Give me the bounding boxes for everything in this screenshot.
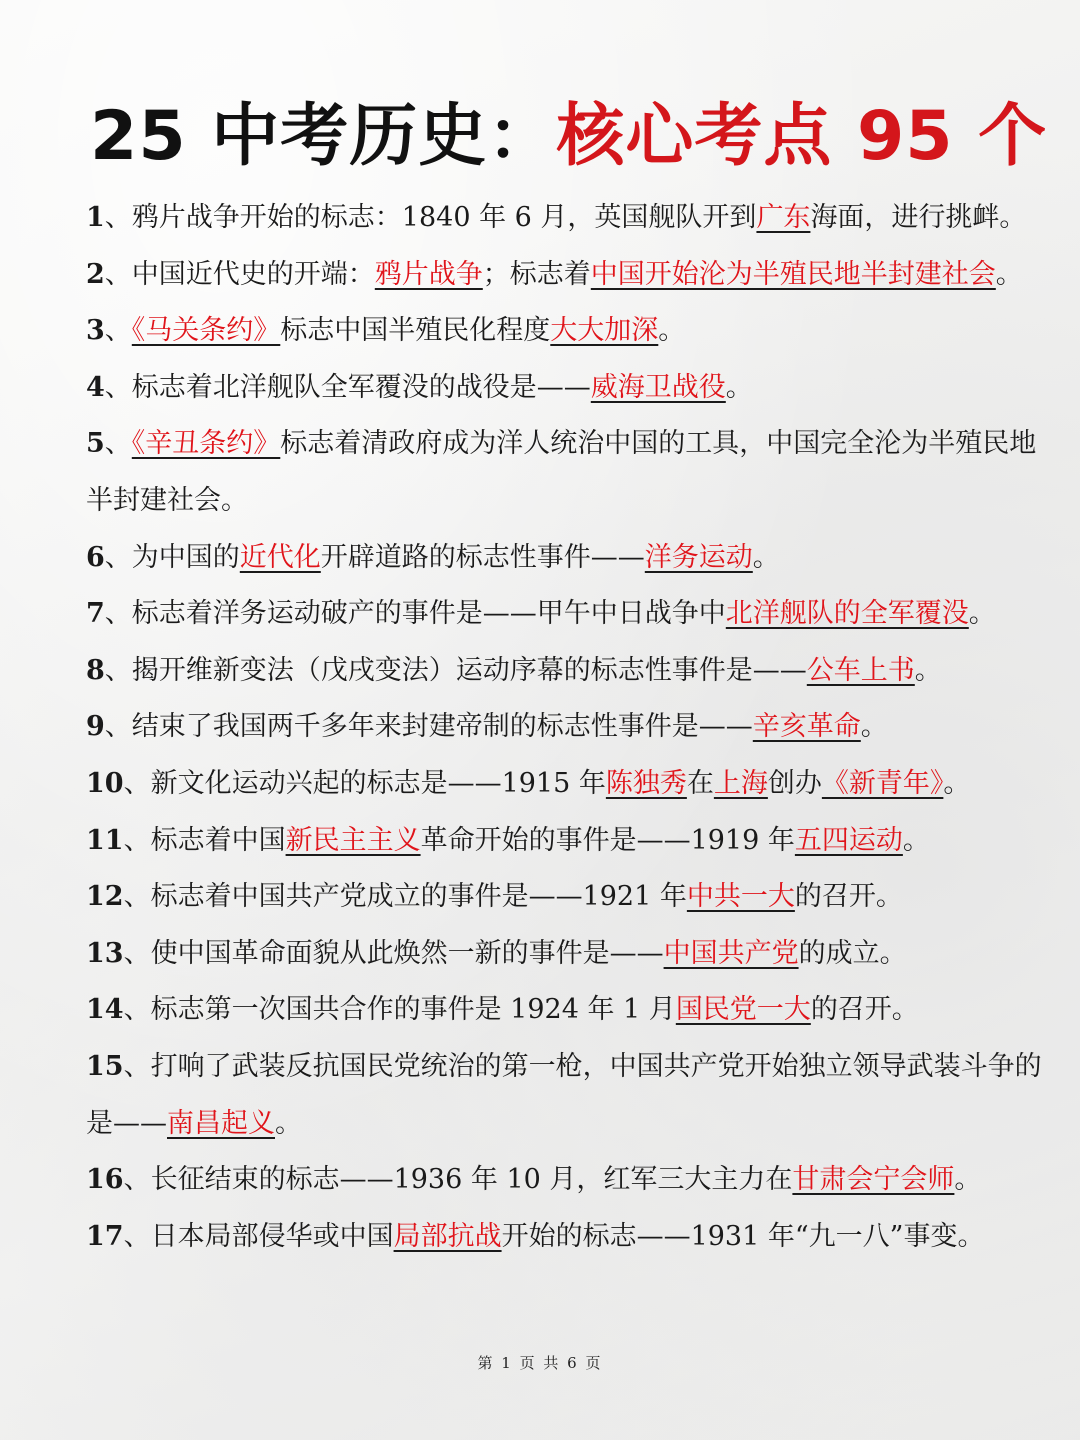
item-number: 17 [86, 1220, 124, 1252]
item-number: 10 [86, 767, 124, 799]
list-item [86, 643, 1058, 700]
item-text: 、 [104, 428, 132, 460]
item-highlight: 国民党一大 [675, 994, 811, 1026]
item-number: 3 [86, 315, 105, 347]
item-highlight: 辛亥革命 [752, 711, 861, 743]
item-text: 。 [658, 315, 686, 347]
list-item [86, 1209, 1058, 1266]
item-text: 的成立。 [798, 937, 907, 969]
item-highlight: 广东 [756, 202, 811, 233]
item-highlight: 《辛丑条约》 [131, 428, 281, 460]
item-highlight: 《马关条约》 [131, 315, 281, 347]
item-number: 11 [86, 824, 124, 856]
item-highlight: 近代化 [239, 541, 321, 573]
item-number: 9 [86, 711, 105, 743]
item-highlight: 中国开始沦为半殖民地半封建社会 [590, 258, 996, 290]
list-item [86, 926, 1058, 983]
list-item [86, 530, 1058, 587]
item-number: 14 [86, 994, 124, 1026]
item-number: 12 [86, 881, 124, 913]
list-item [86, 416, 1058, 529]
item-text: ；标志着 [482, 258, 591, 290]
item-text: 、为中国的 [104, 541, 240, 573]
item-number: 1 [86, 202, 105, 233]
item-text: 的召开。 [810, 994, 919, 1026]
item-text: 、标志着中国 [123, 824, 286, 856]
list-item [86, 756, 1058, 813]
item-text: 标志着清政府成为洋人统治中国的工具，中国完全沦为半殖民地半封建社会。 [86, 428, 1037, 516]
list-item [86, 586, 1058, 643]
item-text: 、揭开维新变法（戊戌变法）运动序幕的标志性事件是—— [104, 654, 807, 686]
item-text: 在 [686, 767, 714, 799]
item-highlight: 甘肃会宁会师 [792, 1164, 955, 1196]
item-text: 、标志着洋务运动破产的事件是——甲午中日战争中 [104, 598, 726, 630]
item-text: 海面，进行挑衅。 [810, 202, 1027, 233]
list-item [86, 190, 1058, 247]
list-item [86, 1152, 1058, 1209]
item-text: 标志中国半殖民化程度 [280, 315, 551, 347]
list-item [86, 360, 1058, 417]
item-text: 、长征结束的标志——1936 年 10 月，红军三大主力在 [123, 1164, 793, 1196]
item-text: 、标志着北洋舰队全军覆没的战役是—— [104, 371, 591, 403]
item-text: 、日本局部侵华或中国 [123, 1220, 394, 1252]
item-highlight: 公车上书 [806, 654, 915, 686]
item-text: 、鸦片战争开始的标志：1840 年 6 月，英国舰队开到 [104, 202, 757, 233]
page-number-footer: 第 1 页 共 6 页 [477, 1354, 603, 1372]
list-item [86, 1039, 1058, 1152]
item-text: 开始的标志——1931 年“九一八”事变。 [501, 1220, 985, 1252]
item-text: 、使中国革命面貌从此焕然一新的事件是—— [123, 937, 664, 969]
item-text: 、标志第一次国共合作的事件是 1924 年 1 月 [123, 994, 676, 1026]
list-item [86, 813, 1058, 870]
item-highlight: 大大加深 [550, 315, 659, 347]
item-highlight: 《新青年》 [821, 767, 944, 799]
item-number: 13 [86, 937, 124, 969]
item-highlight: 局部抗战 [393, 1220, 502, 1252]
item-text: 。 [725, 371, 753, 403]
item-text: 、中国近代史的开端： [104, 258, 375, 290]
item-highlight: 中国共产党 [663, 937, 799, 969]
item-number: 4 [86, 371, 105, 403]
item-highlight: 五四运动 [794, 824, 903, 856]
item-text: 。 [902, 824, 930, 856]
item-text: 。 [954, 1164, 982, 1196]
item-number: 6 [86, 541, 105, 573]
item-text: 、结束了我国两千多年来封建帝制的标志性事件是—— [104, 711, 753, 743]
list-item [86, 982, 1058, 1039]
item-number: 5 [86, 428, 105, 460]
item-highlight: 中共一大 [686, 881, 795, 913]
item-text: 开辟道路的标志性事件—— [320, 541, 645, 573]
list-item [86, 699, 1058, 756]
item-number: 8 [86, 654, 105, 686]
title-accent: 核心考点 95 个 [556, 97, 1048, 176]
item-text: 的召开。 [794, 881, 903, 913]
item-number: 16 [86, 1164, 124, 1196]
list-item [86, 247, 1058, 304]
page-title [90, 92, 1050, 182]
item-highlight: 威海卫战役 [590, 371, 726, 403]
list-item [86, 303, 1058, 360]
item-text: 。 [860, 711, 888, 743]
item-text: 。 [914, 654, 942, 686]
item-number: 2 [86, 258, 105, 290]
title-prefix: 25 中考历史： [90, 97, 557, 176]
item-text: 。 [275, 1107, 302, 1139]
item-text: 创办 [767, 767, 822, 799]
item-highlight: 洋务运动 [644, 541, 753, 573]
item-highlight: 陈独秀 [605, 767, 687, 799]
item-text: 、标志着中国共产党成立的事件是——1921 年 [123, 881, 687, 913]
item-text: 、 [104, 315, 132, 347]
item-text: 。 [995, 258, 1023, 290]
item-text: 。 [752, 541, 780, 573]
item-text: 、打响了武装反抗国民党统治的第一枪，中国共产党开始独立领导武装斗争的是—— [86, 1050, 1042, 1139]
item-highlight: 北洋舰队的全军覆没 [725, 598, 969, 630]
item-highlight: 上海 [713, 767, 768, 799]
item-highlight: 新民主主义 [285, 824, 421, 856]
key-points-list [86, 190, 1058, 1265]
item-text: 、新文化运动兴起的标志是——1915 年 [123, 767, 606, 799]
item-text: 。 [968, 598, 996, 630]
item-highlight: 鸦片战争 [374, 258, 483, 290]
item-number: 15 [86, 1050, 124, 1082]
item-number: 7 [86, 598, 105, 630]
list-item [86, 869, 1058, 926]
item-text: 。 [943, 767, 971, 799]
item-highlight: 南昌起义 [167, 1107, 275, 1139]
item-text: 革命开始的事件是——1919 年 [420, 824, 795, 856]
